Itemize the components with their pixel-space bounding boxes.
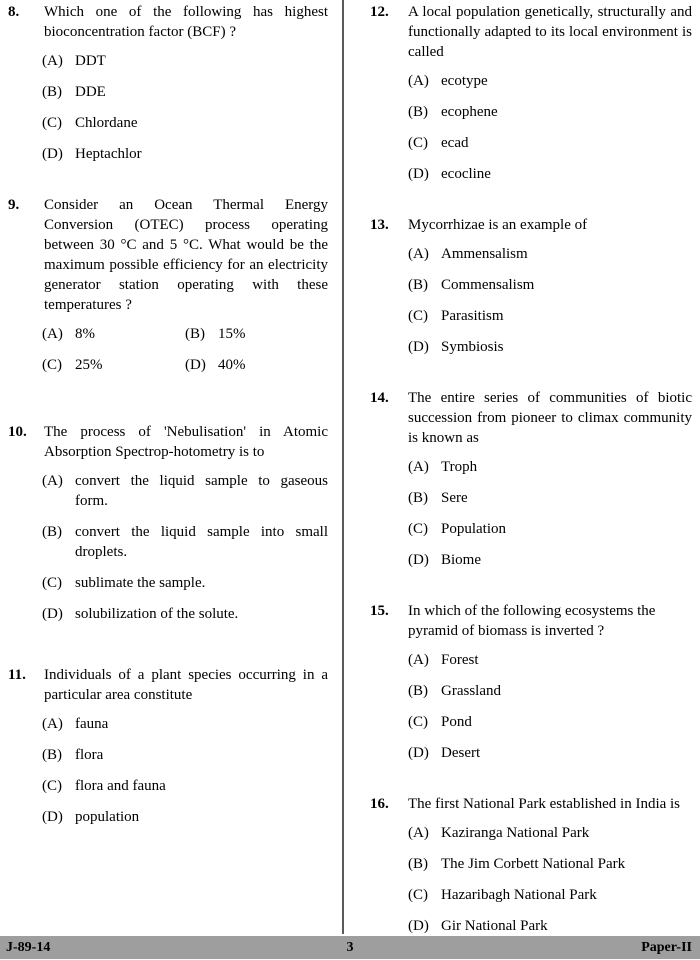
question-text: The first National Park established in India is (408, 796, 681, 812)
option-text: 8% (75, 326, 95, 342)
question-text: Individuals of a plant species occurring in a particular area constitute (44, 667, 328, 703)
option-text: Heptachlor (75, 146, 142, 162)
question-number: 16. (370, 796, 389, 812)
option-list (370, 650, 692, 763)
option-label: (C) (42, 357, 62, 373)
option-row[interactable] (408, 275, 692, 295)
option-text: flora and fauna (75, 778, 166, 794)
option-label: (C) (42, 115, 62, 131)
option-row[interactable] (42, 51, 328, 71)
option-row[interactable] (408, 133, 692, 153)
spacer (8, 392, 328, 422)
option-label: (C) (408, 308, 428, 324)
footer-paper-label: Paper-II (641, 939, 692, 955)
option-label: (A) (408, 459, 429, 475)
option-row[interactable] (42, 714, 328, 734)
option-row[interactable] (408, 488, 692, 508)
option-label: (C) (408, 714, 428, 730)
option-label: (B) (408, 856, 428, 872)
option-label: (A) (42, 53, 63, 69)
option-row[interactable] (408, 743, 692, 763)
question-text: The entire series of communities of biotic succession from pioneer to climax community is known as (408, 390, 692, 446)
option-row[interactable] (408, 244, 692, 264)
spacer (370, 581, 692, 601)
question-block (370, 2, 692, 184)
spacer (370, 774, 692, 794)
option-label: (B) (42, 84, 62, 100)
option-row[interactable] (408, 102, 692, 122)
option-text: Chlordane (75, 115, 138, 131)
option-label: (C) (408, 887, 428, 903)
spacer (370, 195, 692, 215)
question-heading (370, 2, 692, 62)
right-column (362, 0, 700, 947)
option-text: Pond (441, 714, 472, 730)
option-label: (B) (408, 277, 428, 293)
question-number: 11. (8, 667, 26, 683)
option-label: (A) (408, 246, 429, 262)
option-label: (C) (408, 135, 428, 151)
option-row[interactable] (408, 337, 692, 357)
option-text: Sere (441, 490, 468, 506)
option-list (370, 457, 692, 570)
option-row[interactable] (42, 776, 328, 796)
option-row[interactable] (42, 144, 328, 164)
option-row[interactable] (408, 916, 692, 936)
option-text: sublimate the sample. (75, 575, 206, 591)
question-number: 12. (370, 4, 389, 20)
question-block (370, 601, 692, 763)
option-label: (B) (408, 490, 428, 506)
option-row[interactable] (408, 457, 692, 477)
option-label: (B) (185, 326, 205, 342)
option-row[interactable] (42, 745, 328, 765)
option-text: Troph (441, 459, 478, 475)
spacer (8, 635, 328, 665)
option-row[interactable] (42, 82, 328, 102)
question-heading (370, 601, 692, 641)
option-text: fauna (75, 716, 109, 732)
option-label: (D) (408, 552, 429, 568)
question-number: 9. (8, 197, 20, 213)
option-text: ecophene (441, 104, 498, 120)
option-row[interactable] (408, 885, 692, 905)
question-block (370, 215, 692, 357)
option-text: solubilization of the solute. (75, 606, 239, 622)
option-label: (D) (42, 809, 63, 825)
option-text: Commensalism (441, 277, 535, 293)
option-text: convert the liquid sample into small droplets. (75, 524, 328, 560)
question-heading (8, 665, 328, 705)
option-list (8, 714, 328, 827)
option-label: (D) (42, 146, 63, 162)
option-label: (A) (408, 825, 429, 841)
option-text: Hazaribagh National Park (441, 887, 597, 903)
footer-page-number: 3 (346, 939, 354, 955)
option-row[interactable] (408, 854, 692, 874)
option-list (370, 823, 692, 936)
option-label: (A) (408, 73, 429, 89)
question-heading (370, 794, 692, 814)
option-row[interactable] (185, 324, 328, 344)
option-label: (A) (42, 473, 63, 489)
option-label: (D) (185, 357, 206, 373)
option-list (370, 244, 692, 357)
option-row[interactable] (42, 604, 328, 624)
option-text: Parasitism (441, 308, 504, 324)
question-block (370, 388, 692, 570)
option-text: Population (441, 521, 507, 537)
option-row[interactable] (408, 306, 692, 326)
option-label: (D) (408, 745, 429, 761)
option-row[interactable] (42, 522, 328, 562)
column-divider (342, 0, 344, 934)
spacer (8, 175, 328, 195)
option-row[interactable] (408, 550, 692, 570)
option-text: Symbiosis (441, 339, 504, 355)
option-label: (A) (42, 326, 63, 342)
option-text: DDE (75, 84, 106, 100)
option-label: (A) (42, 716, 63, 732)
option-text: Grassland (441, 683, 501, 699)
question-text: A local population genetically, structurally and functionally adapted to its local environment is called (408, 4, 692, 60)
option-row[interactable] (408, 823, 692, 843)
option-row[interactable] (42, 807, 328, 827)
question-number: 14. (370, 390, 389, 406)
option-label: (C) (42, 575, 62, 591)
option-label: (D) (408, 918, 429, 934)
question-block (8, 2, 328, 164)
option-text: 40% (218, 357, 246, 373)
option-row[interactable] (42, 324, 185, 344)
option-list (8, 51, 328, 164)
question-heading (8, 195, 328, 315)
option-row[interactable] (408, 712, 692, 732)
option-text: 15% (218, 326, 246, 342)
question-text: Mycorrhizae is an example of (408, 217, 588, 233)
spacer (370, 368, 692, 388)
option-row[interactable] (408, 71, 692, 91)
option-row[interactable] (408, 650, 692, 670)
question-block (370, 794, 692, 936)
option-text: population (75, 809, 140, 825)
option-text: ecotype (441, 73, 488, 89)
question-heading (8, 422, 328, 462)
question-number: 10. (8, 424, 27, 440)
option-label: (B) (408, 683, 428, 699)
option-text: 25% (75, 357, 103, 373)
option-label: (C) (408, 521, 428, 537)
option-label: (B) (408, 104, 428, 120)
option-label: (D) (408, 339, 429, 355)
question-text: In which of the following ecosystems the pyramid of biomass is inverted ? (408, 603, 656, 639)
option-list (8, 471, 328, 624)
option-text: convert the liquid sample to gaseous form. (75, 473, 328, 509)
question-block (8, 422, 328, 624)
option-list (370, 71, 692, 184)
option-text: Gir National Park (441, 918, 548, 934)
footer-paper-code: J-89-14 (6, 939, 51, 955)
option-text: Forest (441, 652, 479, 668)
option-text: Ammensalism (441, 246, 528, 262)
option-label: (A) (408, 652, 429, 668)
option-text: The Jim Corbett National Park (441, 856, 626, 872)
option-text: flora (75, 747, 104, 763)
question-text: Consider an Ocean Thermal Energy Conversion (OTEC) process operating between 30 °C and 5 °C. What would be the maximum possible efficiency for an electricity generator station operating with these temperatures ? (44, 197, 328, 313)
option-text: Biome (441, 552, 481, 568)
option-label: (D) (42, 606, 63, 622)
option-label: (D) (408, 166, 429, 182)
question-number: 8. (8, 4, 20, 20)
option-label: (B) (42, 747, 62, 763)
question-heading (370, 388, 692, 448)
option-text: DDT (75, 53, 106, 69)
option-text: ecocline (441, 166, 491, 182)
question-number: 15. (370, 603, 389, 619)
option-text: ecad (441, 135, 469, 151)
question-number: 13. (370, 217, 389, 233)
question-block (8, 665, 328, 827)
option-label: (C) (42, 778, 62, 794)
option-list (8, 324, 328, 386)
question-text: Which one of the following has highest bioconcentration factor (BCF) ? (44, 4, 328, 40)
option-text: Desert (441, 745, 481, 761)
option-row[interactable] (42, 573, 328, 593)
option-row[interactable] (42, 471, 328, 511)
left-column (0, 0, 336, 838)
option-row[interactable] (408, 681, 692, 701)
question-text: The process of 'Nebulisation' in Atomic Absorption Spectrop-hotometry is to (44, 424, 328, 460)
question-heading (8, 2, 328, 42)
option-row[interactable] (42, 113, 328, 133)
option-row[interactable] (408, 164, 692, 184)
page-footer (0, 936, 700, 959)
option-text: Kaziranga National Park (441, 825, 590, 841)
option-row[interactable] (408, 519, 692, 539)
question-heading (370, 215, 692, 235)
option-row[interactable] (185, 355, 328, 375)
question-block (8, 195, 328, 386)
option-row[interactable] (42, 355, 185, 375)
option-label: (B) (42, 524, 62, 540)
